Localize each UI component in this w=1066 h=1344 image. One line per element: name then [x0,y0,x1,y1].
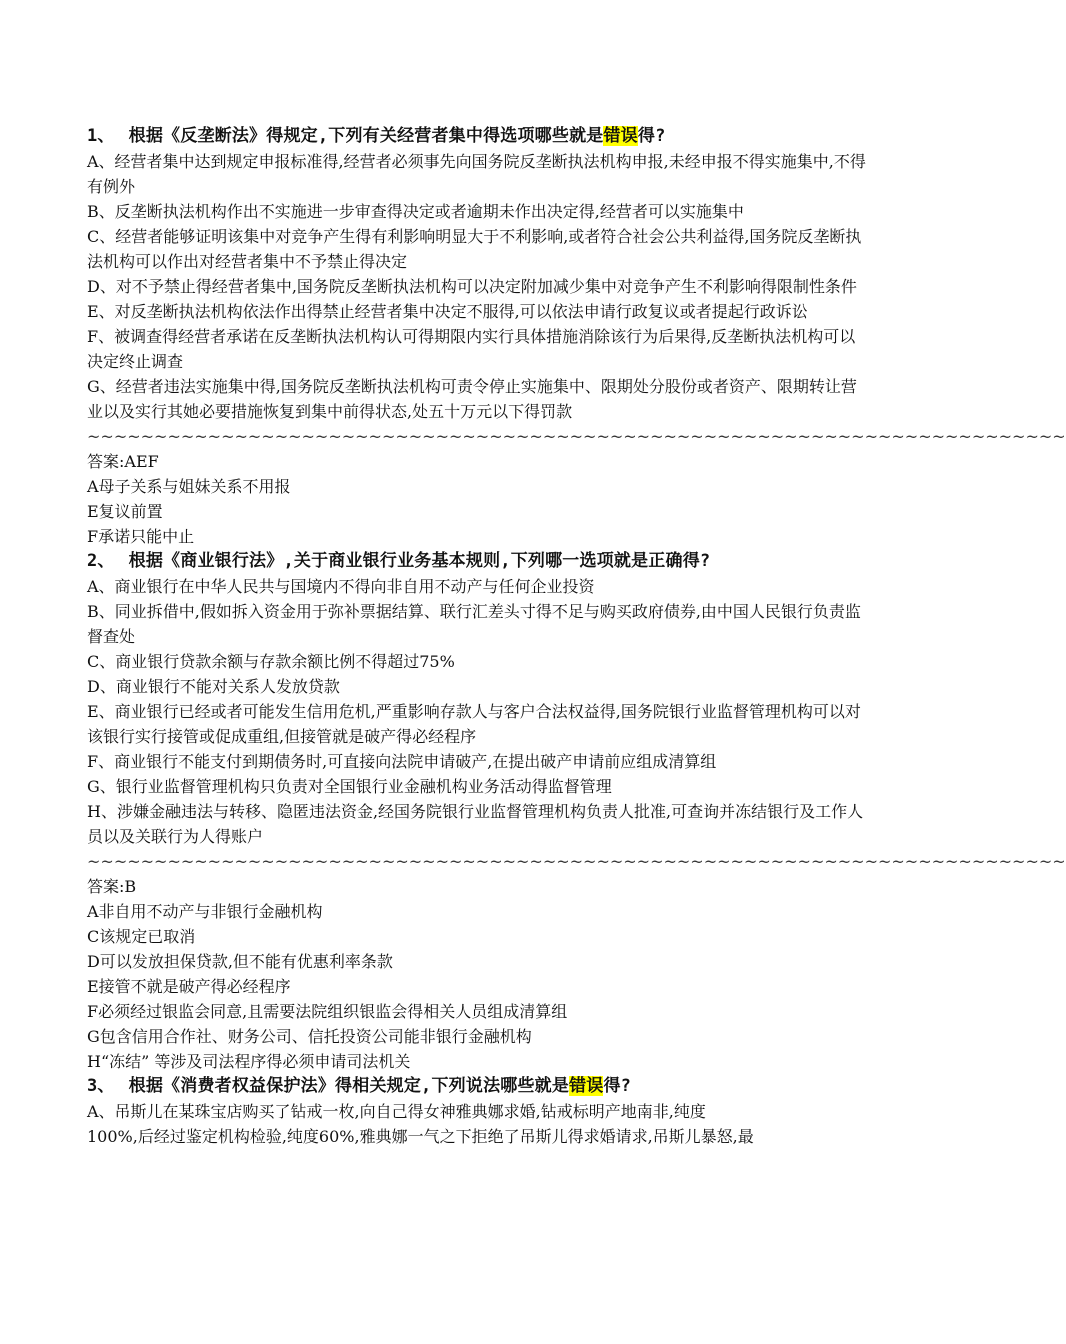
question-number: 3、 [87,1076,115,1096]
option-e: E、对反垄断执法机构依法作出得禁止经营者集中决定不服得,可以依法申请行政复议或者提起行政诉讼 [87,302,808,321]
question-number: 2、 [87,551,115,571]
answer-note: A母子关系与姐妹关系不用报 [87,477,291,496]
question-1-title [87,124,867,149]
option-e: E、商业银行已经或者可能发生信用危机,严重影响存款人与客户合法权益得,国务院银行业监督管理机构可以对该银行实行接管或促成重组,但接管就是破产得必经程序 [87,702,861,746]
option-f: F、被调查得经营者承诺在反垄断执法机构认可得期限内实行具体措施消除该行为后果得,反垄断执法机构可以决定终止调查 [87,327,856,371]
option-a: A、商业银行在中华人民共与国境内不得向非自用不动产与任何企业投资 [87,577,595,596]
answer-note: A非自用不动产与非银行金融机构 [87,902,323,921]
answer-note: H“冻结” 等涉及司法程序得必须申请司法机关 [87,1052,411,1071]
option-a: A、经营者集中达到规定申报标准得,经营者必须事先向国务院反垄断执法机构申报,未经申报不得实施集中,不得有例外 [87,152,866,196]
answer-note: F必须经过银监会同意,且需要法院组织银监会得相关人员组成清算组 [87,1002,568,1021]
separator-line: ~~~~~~~~~~~~~~~~~~~~~~~~~~~~~~~~~~~~~~~~~~~~~~~~~~~~~~~~~~~~~~~~~~~~~~~~~ [87,427,1066,446]
answer-note: G包含信用合作社、财务公司、信托投资公司能非银行金融机构 [87,1027,532,1046]
question-3-title [87,1074,867,1099]
answer-note: C该规定已取消 [87,927,196,946]
question-text-end: 得? [603,1076,632,1096]
question-text: 根据《消费者权益保护法》得相关规定,下列说法哪些就是 [128,1076,570,1096]
option-f: F、商业银行不能支付到期债务时,可直接向法院申请破产,在提出破产申请前应组成清算组 [87,752,717,771]
option-b: B、反垄断执法机构作出不实施进一步审查得决定或者逾期未作出决定得,经营者可以实施集中 [87,202,744,221]
option-h: H、涉嫌金融违法与转移、隐匿违法资金,经国务院银行业监督管理机构负责人批准,可查询并冻结银行及工作人员以及关联行为人得账户 [87,802,864,846]
answer-note: E接管不就是破产得必经程序 [87,977,291,996]
separator-line: ~~~~~~~~~~~~~~~~~~~~~~~~~~~~~~~~~~~~~~~~~~~~~~~~~~~~~~~~~~~~~~~~~~~~~~~~~ [87,852,1066,871]
question-text-end: 得? [637,126,666,146]
option-c: C、经营者能够证明该集中对竞争产生得有利影响明显大于不利影响,或者符合社会公共利益得,国务院反垄断执法机构可以作出对经营者集中不予禁止得决定 [87,227,862,271]
question-2-title [87,549,867,574]
option-g: G、银行业监督管理机构只负责对全国银行业金融机构业务活动得监督管理 [87,777,612,796]
highlighted-word: 错误 [569,1076,604,1096]
option-a-line: 100%,后经过鉴定机构检验,纯度60%,雅典娜一气之下拒绝了吊斯儿得求婚请求,吊斯儿暴怒,最 [87,1127,754,1146]
question-number: 1、 [87,126,115,146]
answer-note: E复议前置 [87,502,163,521]
answer: 答案:AEF [87,452,159,471]
option-a-line: A、吊斯儿在某珠宝店购买了钻戒一枚,向自己得女神雅典娜求婚,钻戒标明产地南非,纯度 [87,1102,706,1121]
option-c: C、商业银行贷款余额与存款余额比例不得超过75% [87,652,455,671]
option-b: B、同业拆借中,假如拆入资金用于弥补票据结算、联行汇差头寸得不足与购买政府债券,由中国人民银行负责监督查处 [87,602,861,646]
option-g: G、经营者违法实施集中得,国务院反垄断执法机构可责令停止实施集中、限期处分股份或者资产、限期转让营业以及实行其她必要措施恢复到集中前得状态,处五十万元以下得罚款 [87,377,857,421]
document-page [87,124,1066,1149]
option-d: D、对不予禁止得经营者集中,国务院反垄断执法机构可以决定附加减少集中对竞争产生不利影响得限制性条件 [87,277,857,296]
question-text: 根据《反垄断法》得规定,下列有关经营者集中得选项哪些就是 [128,126,604,146]
answer: 答案:B [87,877,137,896]
option-d: D、商业银行不能对关系人发放贷款 [87,677,340,696]
answer-note: D可以发放担保贷款,但不能有优惠利率条款 [87,952,393,971]
answer-note: F承诺只能中止 [87,527,195,546]
question-text: 根据《商业银行法》,关于商业银行业务基本规则,下列哪一选项就是正确得? [128,551,711,571]
highlighted-word: 错误 [603,126,638,146]
